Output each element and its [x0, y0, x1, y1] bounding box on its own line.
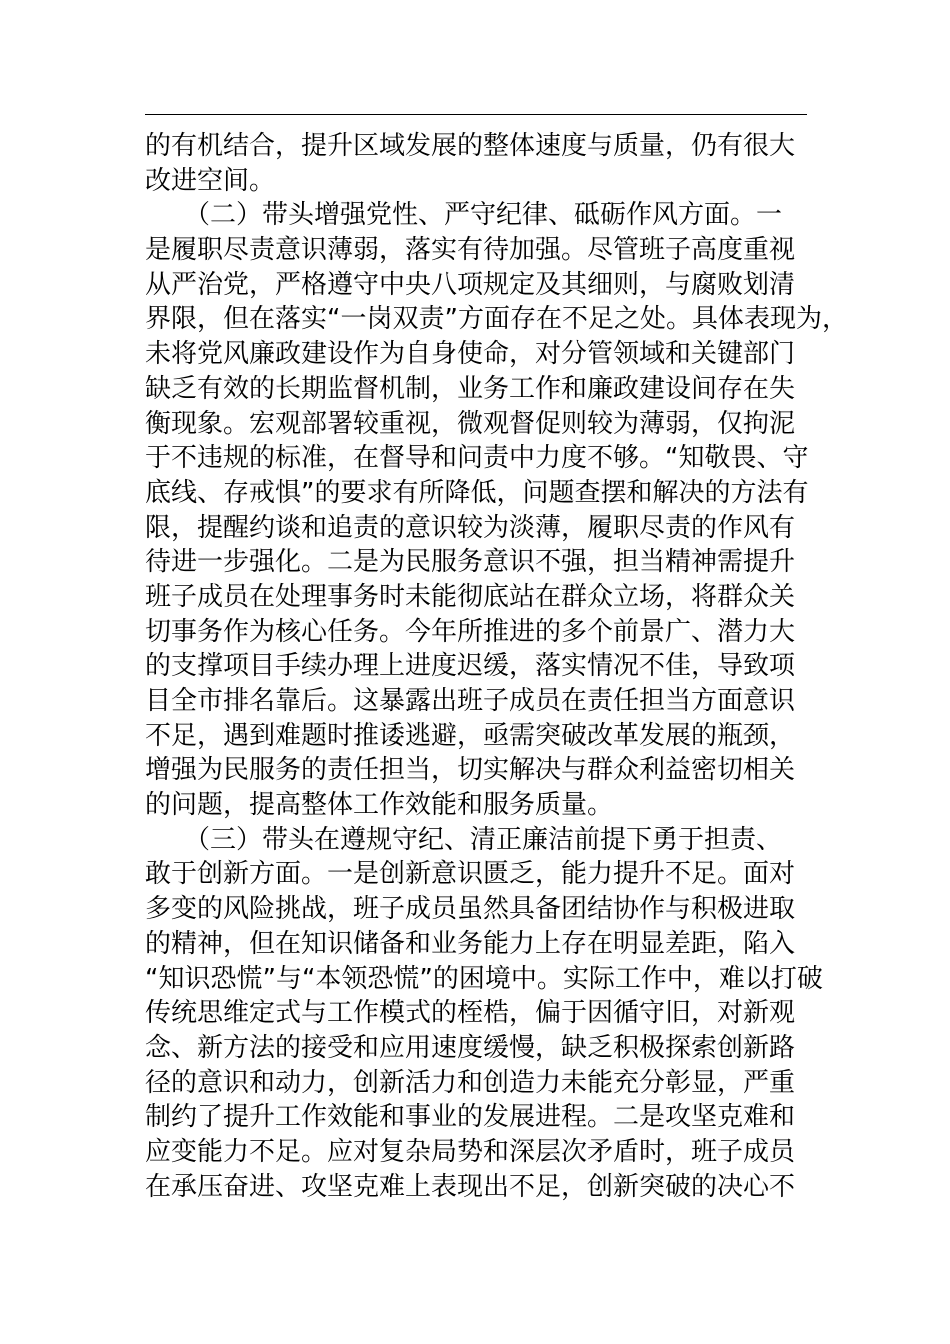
document-body: [145, 129, 848, 1204]
text-line: 限，提醒约谈和追责的意识较为淡薄，履职尽责的作风有: [145, 512, 796, 543]
text-line: 的精神，但在知识储备和业务能力上存在明显差距，陷入: [145, 928, 796, 959]
text-line: 的问题，提高整体工作效能和服务质量。: [145, 790, 614, 821]
text-line: 不足，遇到难题时推诿逃避，亟需突破改革发展的瓶颈，: [145, 720, 796, 751]
text-line: 径的意识和动力，创新活力和创造力未能充分彰显，严重: [145, 1067, 796, 1098]
header-rule: [145, 114, 807, 115]
text-line: 从严治党，严格遵守中央八项规定及其细则，与腐败划清: [145, 269, 796, 300]
text-line: （三）带头在遵规守纪、清正廉洁前提下勇于担责、: [145, 824, 783, 855]
text-line: 界限，但在落实“一岗双责”方面存在不足之处。具体表现为，: [145, 304, 848, 335]
text-line: 改进空间。: [145, 165, 276, 196]
text-line: 念、新方法的接受和应用速度缓慢，缺乏积极探索创新路: [145, 1032, 796, 1063]
text-line: 制约了提升工作效能和事业的发展进程。二是攻坚克难和: [145, 1102, 796, 1133]
text-line: 的支撑项目手续办理上进度迟缓，落实情况不佳，导致项: [145, 651, 796, 682]
text-line: 应变能力不足。应对复杂局势和深层次矛盾时，班子成员: [145, 1136, 796, 1167]
text-line: 传统思维定式与工作模式的桎梏，偏于因循守旧，对新观: [145, 998, 796, 1029]
text-line: 衡现象。宏观部署较重视，微观督促则较为薄弱，仅拘泥: [145, 408, 796, 439]
text-line: 是履职尽责意识薄弱，落实有待加强。尽管班子高度重视: [145, 235, 796, 266]
text-line: 待进一步强化。二是为民服务意识不强，担当精神需提升: [145, 547, 796, 578]
text-line: 目全市排名靠后。这暴露出班子成员在责任担当方面意识: [145, 686, 796, 716]
text-line: 在承压奋进、攻坚克难上表现出不足，创新突破的决心不: [145, 1171, 796, 1202]
text-line: “知识恐慌”与“本领恐慌”的困境中。实际工作中，难以打破: [145, 963, 823, 994]
text-line: 班子成员在处理事务时未能彻底站在群众立场，将群众关: [145, 581, 796, 612]
text-line: 底线、存戒惧”的要求有所降低，问题查摆和解决的方法有: [145, 477, 809, 508]
text-line: 多变的风险挑战，班子成员虽然具备团结协作与积极进取: [145, 894, 796, 925]
text-line: 敢于创新方面。一是创新意识匮乏，能力提升不足。面对: [145, 859, 796, 890]
text-line: 的有机结合，提升区域发展的整体速度与质量，仍有很大: [145, 131, 796, 161]
text-line: 增强为民服务的责任担当，切实解决与群众利益密切相关: [145, 755, 796, 786]
text-line: 缺乏有效的长期监督机制，业务工作和廉政建设间存在失: [145, 373, 796, 404]
text-line: （二）带头增强党性、严守纪律、砥砺作风方面。一: [145, 200, 783, 231]
text-line: 切事务作为核心任务。今年所推进的多个前景广、潜力大: [145, 616, 796, 647]
text-line: 未将党风廉政建设作为自身使命，对分管领域和关键部门: [145, 339, 796, 370]
text-line: 于不违规的标准，在督导和问责中力度不够。“知敬畏、守: [145, 443, 809, 474]
